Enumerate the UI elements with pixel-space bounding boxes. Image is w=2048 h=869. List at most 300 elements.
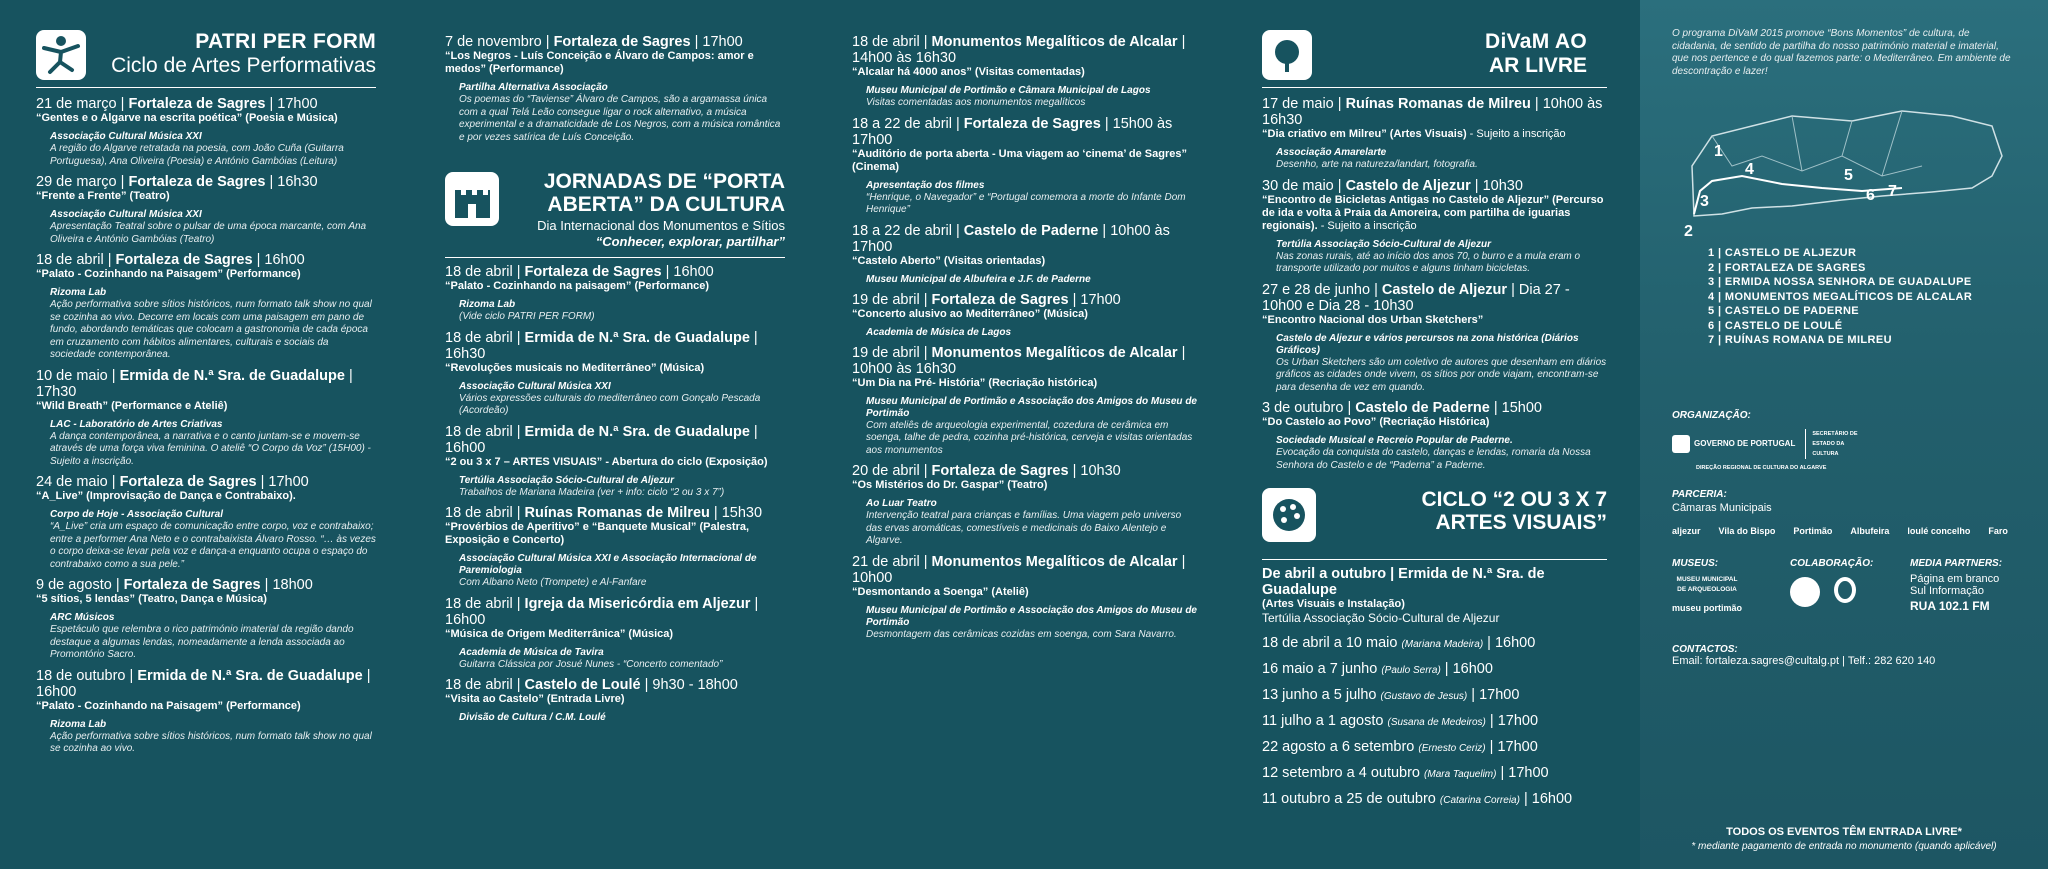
- event-type: (Poesia e Música): [245, 112, 338, 124]
- event-item: [1262, 400, 1607, 472]
- event-time: 14h00 às 16h30: [852, 50, 957, 66]
- event-item: [445, 34, 785, 144]
- event-heading: 18 a 22 de abril | Castelo de Paderne | 10h00 às 17h00: [852, 222, 1170, 255]
- schedule-row: 16 maio a 7 junho (Paulo Serra) | 16h00: [1262, 661, 1493, 677]
- colaboracao-label: COLABORAÇÃO:: [1790, 557, 1874, 569]
- event-heading: 19 de abril | Monumentos Megalíticos de Alcalar | 10h00 às 16h30: [852, 344, 1186, 377]
- event-item: [1262, 178, 1607, 276]
- event-heading: 29 de março | Fortaleza de Sagres | 16h30: [36, 174, 318, 190]
- event-description: Nas zonas rurais, até ao início dos anos 70, o burro e a mula eram o transporte utilizado por muitos e alguns tinham bicicletas.: [1276, 250, 1581, 274]
- event-description: A dança contemporânea, a narrativa e o canto juntam-se e movem-se através de uma força viva feminina. O ateliê “O Corpo da Voz” (15H00) - Sujeito a inscrição.: [50, 430, 371, 467]
- event-place: Castelo de Loulé: [524, 677, 641, 693]
- contact-text: Email: fortaleza.sagres@cultalg.pt | Telf.: 282 620 140: [1672, 654, 1936, 667]
- event-date: 9 de agosto: [36, 577, 112, 593]
- event-place: Ruínas Romanas de Milreu: [1345, 96, 1531, 112]
- event-organizer: Museu Municipal de Portimão e Câmara Municipal de Lagos: [866, 85, 1151, 96]
- event-title-text: “Os Mistérios do Dr. Gaspar”: [852, 479, 1005, 491]
- event-time: 10h00 às 17h00: [852, 222, 1170, 255]
- event-time: 10h00 às 16h30: [852, 360, 957, 377]
- event-heading: 18 de abril | Igreja da Misericórdia em Aljezur | 16h00: [445, 595, 759, 628]
- event-title: [36, 112, 376, 125]
- event-type: (Palestra, Exposição e Concerto): [445, 521, 750, 546]
- event-place: Fortaleza de Sagres: [128, 174, 266, 190]
- event-item: [36, 368, 376, 469]
- footer-note: * mediante pagamento de entrada no monumento (quando aplicável): [1691, 841, 1997, 852]
- event-title-text: “Alcalar há 4000 anos”: [852, 66, 972, 78]
- event-type: (Percurso de ida e volta à Praia da Amoreira, com partilha de iguarias regionais).: [1262, 193, 1604, 232]
- event-title: [445, 693, 785, 706]
- media-label: MEDIA PARTNERS:: [1910, 557, 2003, 569]
- event-title-text: “Palato - Cozinhando na Paisagem”: [36, 699, 224, 712]
- colab-logo-2: [1834, 577, 1856, 603]
- map-marker: 5: [1844, 167, 1853, 184]
- event-item: [36, 474, 376, 571]
- footer-free-entry: TODOS OS EVENTOS TÊM ENTRADA LIVRE*: [1726, 826, 1962, 838]
- section-subtitle: AR LIVRE: [1488, 54, 1587, 77]
- event-time: 17h30: [36, 383, 77, 400]
- event-heading: 19 de abril | Fortaleza de Sagres | 17h00: [852, 291, 1121, 308]
- event-date: 18 de abril: [445, 423, 513, 440]
- event-title-text: “Desmontando a Soenga”: [852, 585, 989, 598]
- event-place: Fortaleza de Sagres: [931, 291, 1069, 308]
- event-organizer: Academia de Música de Lagos: [866, 326, 1012, 338]
- event-organizer: Associação Cultural Música XXI: [50, 131, 202, 142]
- event-heading: 27 e 28 de junho | Castelo de Aljezur | Dia 27 - 10h00 e Dia 28 - 10h30: [1262, 281, 1570, 314]
- event-description: Desmontagem das cerâmicas cozidas em soenga, com Sara Navarro.: [866, 628, 1177, 640]
- event-title-text: “Encontro Nacional dos Urban Sketchers”: [1262, 313, 1484, 326]
- event-organizer: Academia de Música de Tavira: [459, 646, 604, 658]
- legend-item: 2 | FORTALEZA DE SAGRES: [1708, 261, 1866, 274]
- event-time: 9h30 - 18h00: [652, 677, 738, 693]
- museus-label: MUSEUS:: [1672, 557, 1719, 569]
- event-description: Intervenção teatral para crianças e famílias. Uma viagem pelo universo das ervas aromáticas, comestíveis e medicinais do Baixo Alentejo e Algarve.: [866, 510, 1182, 546]
- section-title: JORNADAS DE “PORTA ABERTA” DA CULTURA: [543, 170, 785, 216]
- event-type: (Performance e Ateliê): [111, 399, 228, 412]
- event-type: (Artes Visuais): [1389, 128, 1467, 140]
- column-info: [1640, 0, 2048, 869]
- event-time: Dia 27 - 10h00 e Dia 28 - 10h30: [1262, 281, 1570, 314]
- event-type: (Performance): [226, 268, 301, 280]
- event-description: “Henrique, o Navegador” e “Portugal comemora a morte do Infante Dom Henrique”: [866, 191, 1186, 215]
- event-organizer: Rizoma Lab: [50, 718, 107, 730]
- event-description: Os Urban Sketchers são um coletivo de autores que desenham em diários gráficos as cidades onde vivem, os sítios por onde viajam, encontram-se para desenha de vez em quando.: [1276, 356, 1607, 393]
- event-organizer: Corpo de Hoje - Associação Cultural: [50, 509, 223, 520]
- event-place: Castelo de Aljezur: [1345, 177, 1471, 194]
- event-title: [1262, 194, 1607, 233]
- schedule-row: 22 agosto a 6 setembro (Ernesto Ceriz) | 17h00: [1262, 739, 1538, 755]
- event-date: 7 de novembro: [445, 34, 542, 50]
- event-type: (Entrada Livre): [546, 693, 625, 705]
- event-date: 24 de maio: [36, 474, 108, 490]
- event-place: Monumentos Megalíticos de Alcalar: [931, 553, 1178, 570]
- partner-logo: aljezur: [1672, 525, 1701, 536]
- event-heading: 10 de maio | Ermida de N.ª Sra. de Guadalupe | 17h30: [36, 367, 353, 400]
- event-heading: 3 de outubro | Castelo de Paderne | 15h00: [1262, 400, 1542, 416]
- section-subtitle: Ciclo de Artes Performativas: [111, 54, 376, 77]
- partner-logo: Albufeira: [1850, 525, 1890, 536]
- event-title: [852, 255, 1197, 268]
- event-time: 15h00: [1501, 400, 1542, 416]
- event-time: 16h00: [264, 252, 305, 268]
- event-item: [445, 505, 785, 590]
- direcao-logo: DIREÇÃO REGIONAL DE CULTURA DO ALGARVE: [1696, 464, 1827, 471]
- ciclo-org: Tertúlia Associação Sócio-Cultural de Aljezur: [1262, 611, 1500, 625]
- map-marker: 2: [1684, 223, 1693, 240]
- event-organizer: Rizoma Lab: [459, 299, 516, 310]
- event-description: Visitas comentadas aos monumentos megalíticos: [866, 97, 1086, 108]
- event-organizer: Associação Amarelarte: [1276, 147, 1387, 158]
- event-date: 18 de abril: [445, 264, 513, 280]
- event-description: Ação performativa sobre sítios históricos, num formato talk show no qual se cozinha ao vivo. Decorre em locais com uma paisagem em pano de fundo, abordando temáticas que colocam a gastronomia de cada época em cruzamento com hábitos alimentares, culturais e sociais da sociedade contemporânea.: [50, 299, 372, 360]
- event-heading: 18 de abril | Ruínas Romanas de Milreu | 15h30: [445, 505, 763, 521]
- section-title: PATRI PER FORM: [195, 30, 376, 53]
- event-title: [445, 362, 785, 375]
- event-organizer: Partilha Alternativa Associação: [459, 82, 608, 93]
- event-type: (Visitas orientadas): [943, 254, 1046, 267]
- event-date: 21 de abril: [852, 553, 920, 570]
- secretario-logo: SECRETÁRIO DE ESTADO DA CULTURA: [1805, 429, 1865, 459]
- event-organizer: Museu Municipal de Portimão e Associação dos Amigos do Museu de Portimão: [866, 395, 1197, 419]
- media-text-1: Página em branco: [1910, 572, 2000, 585]
- event-heading: 18 a 22 de abril | Fortaleza de Sagres | 15h00 às 17h00: [852, 115, 1173, 148]
- event-note: - Sujeito a inscrição: [1469, 128, 1566, 140]
- event-title: [36, 190, 376, 203]
- column-patri-per-form: [36, 28, 376, 869]
- event-title-text: “Um Dia na Pré- História”: [852, 376, 986, 389]
- event-type: (Cinema): [852, 160, 900, 173]
- schedule-range: 11 outubro a 25 de outubro: [1262, 791, 1436, 807]
- schedule-artist: (Mariana Madeira): [1401, 639, 1484, 650]
- partner-logos: [1672, 526, 2016, 536]
- event-description: Espetáculo que relembra o rico património imaterial da região dando destaque a algumas lendas, nomeadamente a lenda associada ao Promontório Sacro.: [50, 624, 354, 660]
- map-marker: 4: [1745, 161, 1754, 178]
- event-item: [36, 577, 376, 662]
- event-organizer: LAC - Laboratório de Artes Criativas: [50, 418, 223, 430]
- event-place: Fortaleza de Sagres: [963, 115, 1101, 132]
- contact-label: CONTACTOS:: [1672, 643, 1738, 655]
- event-organizer: Castelo de Aljezur e vários percursos na zona histórica (Diários Gráficos): [1276, 332, 1579, 356]
- event-title-text: “Concerto alusivo ao Mediterrâneo”: [852, 307, 1041, 320]
- event-place: Fortaleza de Sagres: [524, 264, 662, 280]
- event-description: Com ateliês de arqueologia experimental, cozedura de cerâmica em soenga, talhe de pedra, cozinha pré-histórica, cerveja e visitas orientadas aos monumentos: [866, 419, 1193, 456]
- event-item: [36, 96, 376, 168]
- event-type: (Performance): [226, 699, 301, 712]
- section-subtitle: Dia Internacional dos Monumentos e Sítios: [537, 218, 785, 233]
- event-type: (Improvisação de Dança e Contrabaixo).: [86, 490, 296, 502]
- column-jornadas-continued: [852, 28, 1197, 869]
- colaboracao-logos: [1790, 577, 1873, 607]
- schedule-artist: (Ernesto Ceriz): [1418, 743, 1486, 754]
- event-title-text: “Castelo Aberto”: [852, 254, 941, 267]
- schedule-artist: (Mara Taquelim): [1424, 769, 1497, 780]
- schedule-row: 13 junho a 5 julho (Gustavo de Jesus) | 17h00: [1262, 687, 1520, 703]
- event-item: [852, 554, 1197, 642]
- event-heading: 18 de abril | Fortaleza de Sagres | 16h00: [445, 264, 714, 280]
- event-title: [445, 628, 785, 641]
- event-description: Evocação da conquista do castelo, danças e lendas, romaria da Nossa Senhora do Castelo e de “Paderna” a Paderne.: [1276, 447, 1591, 471]
- event-type: (Teatro): [1007, 479, 1048, 491]
- event-place: Fortaleza de Sagres: [115, 252, 253, 268]
- schedule-row: 11 julho a 1 agosto (Susana de Medeiros) | 17h00: [1262, 713, 1539, 729]
- event-title-text: “5 sítios, 5 lendas”: [36, 593, 136, 605]
- schedule-range: 11 julho a 1 agosto: [1262, 713, 1384, 729]
- partner-logo: loulé concelho: [1907, 525, 1971, 536]
- event-title: [1262, 314, 1607, 327]
- castle-icon: [445, 172, 499, 226]
- event-organizer: Associação Cultural Música XXI: [459, 380, 611, 392]
- event-item: [445, 330, 785, 418]
- event-heading: 24 de maio | Fortaleza de Sagres | 17h00: [36, 474, 309, 490]
- event-title-text: “Palato - Cozinhando na paisagem”: [445, 280, 632, 292]
- event-type: (Recriação Histórica): [1379, 416, 1490, 428]
- legend-item: 6 | CASTELO DE LOULÉ: [1708, 319, 1843, 332]
- event-type: (Música): [628, 627, 674, 640]
- event-title-text: “2 ou 3 x 7 – ARTES VISUAIS”: [445, 455, 603, 468]
- event-title-text: “Wild Breath”: [36, 399, 109, 412]
- dancer-icon: [36, 30, 86, 80]
- event-date: 18 de abril: [36, 252, 104, 268]
- event-description: “A_Live” cria um espaço de comunicação entre corpo, voz e contrabaixo; entre a performer Ana Neto e o contrabaixista Álvaro Rosso. “… às vezes o corpo deixa-se levar pela voz e dança-a enquanto ocupa o espaço do contrabaixo como a sua pele.”: [50, 521, 376, 570]
- event-organizer: Associação Cultural Música XXI: [50, 209, 202, 220]
- event-time: 10h30: [1080, 463, 1121, 479]
- event-place: Monumentos Megalíticos de Alcalar: [931, 34, 1178, 50]
- event-title-text: “Frente a Frente”: [36, 190, 127, 202]
- event-title: [445, 280, 785, 293]
- event-type: (Performance): [634, 280, 710, 292]
- schedule-range: 16 maio a 7 junho: [1262, 661, 1378, 677]
- schedule-artist: (Paulo Serra): [1381, 665, 1441, 676]
- event-heading: 18 de abril | Monumentos Megalíticos de Alcalar | 14h00 às 16h30: [852, 34, 1186, 66]
- event-type: (Música): [1043, 307, 1088, 320]
- section-header: [1262, 482, 1607, 560]
- event-place: Fortaleza de Sagres: [553, 34, 691, 50]
- event-date: 19 de abril: [852, 344, 920, 361]
- event-item: [445, 596, 785, 672]
- governo-logo: GOVERNO DE PORTUGAL: [1672, 435, 1795, 453]
- event-title-text: “Visita ao Castelo”: [445, 693, 544, 705]
- event-item: [445, 677, 785, 724]
- event-date: 19 de abril: [852, 291, 920, 308]
- event-date: 30 de maio: [1262, 177, 1334, 194]
- event-place: Fortaleza de Sagres: [119, 474, 257, 490]
- event-date: 20 de abril: [852, 463, 920, 479]
- event-organizer: Associação Cultural Música XXI e Associação Internacional de Paremiologia: [459, 553, 757, 576]
- map-marker: 3: [1700, 193, 1709, 210]
- event-title: [852, 308, 1197, 321]
- ciclo-type: (Artes Visuais e Instalação): [1262, 598, 1405, 610]
- map-marker: 1: [1714, 143, 1723, 160]
- section-title: CICLO “2 OU 3 X 7 ARTES VISUAIS”: [1421, 488, 1607, 534]
- event-organizer: Rizoma Lab: [50, 287, 107, 298]
- event-title: [36, 400, 376, 413]
- section-header: [36, 28, 376, 88]
- event-title-text: “Do Castelo ao Povo”: [1262, 416, 1377, 428]
- schedule-row: 18 de abril a 10 maio (Mariana Madeira) | 16h00: [1262, 635, 1536, 651]
- parceria-text: Câmaras Municipais: [1672, 501, 1772, 514]
- map-legend: [1708, 246, 2016, 348]
- event-description: A região do Algarve retratada na poesia, com João Cuña (Guitarra Portuguesa), Ana Oliveira (Poesia) e António Gambóias (Leitura): [50, 143, 344, 167]
- partner-logo: Faro: [1988, 525, 2008, 536]
- event-time: 10h30: [1482, 177, 1523, 194]
- event-date: 10 de maio: [36, 367, 108, 384]
- event-description: Os poemas do “Taviense” Álvaro de Campos, são a argamassa única com a qual Telá Leão consegue ligar o rock alternativo, a música experimental e a dramaticidade de Los Negros, com a música romântica e por vezes satírica de Luís Conceição.: [459, 94, 781, 143]
- event-heading: 7 de novembro | Fortaleza de Sagres | 17h00: [445, 34, 743, 50]
- event-date: 18 de abril: [445, 677, 513, 693]
- event-description: Apresentação Teatral sobre o pulsar de uma época marcante, com Ana Oliveira e António Gambóias (Teatro): [50, 221, 367, 245]
- map-marker: 6: [1866, 187, 1875, 204]
- event-place: Castelo de Paderne: [963, 222, 1099, 239]
- schedule-range: 12 setembro a 4 outubro: [1262, 765, 1420, 781]
- event-organizer: Museu Municipal de Portimão e Associação dos Amigos do Museu de Portimão: [866, 604, 1197, 628]
- event-date: 27 e 28 de junho: [1262, 281, 1371, 298]
- parceria-label: PARCERIA:: [1672, 488, 1727, 500]
- event-title-text: “Encontro de Bicicletas Antigas no Castelo de Aljezur”: [1262, 193, 1550, 206]
- event-time: 17h00: [268, 474, 309, 490]
- event-title: [36, 490, 376, 503]
- event-title: [852, 66, 1197, 79]
- event-heading: 18 de abril | Fortaleza de Sagres | 16h00: [36, 252, 305, 268]
- event-date: 18 de abril: [852, 34, 920, 50]
- colab-logo-1: [1790, 577, 1820, 607]
- legend-item: 1 | CASTELO DE ALJEZUR: [1708, 247, 1857, 259]
- event-title: [36, 593, 376, 606]
- event-item: [445, 34, 785, 144]
- event-item: [36, 252, 376, 362]
- event-title: [36, 700, 376, 713]
- event-place: Fortaleza de Sagres: [128, 96, 266, 112]
- event-place: Monumentos Megalíticos de Alcalar: [931, 344, 1178, 361]
- event-item: [852, 463, 1197, 548]
- event-type: (Performance): [489, 63, 564, 75]
- event-date: 18 de abril: [445, 595, 513, 612]
- event-title: [1262, 128, 1607, 141]
- event-place: Fortaleza de Sagres: [931, 463, 1069, 479]
- schedule-time: 16h00: [1452, 661, 1493, 677]
- map-marker: 7: [1888, 183, 1897, 200]
- schedule-time: 17h00: [1479, 687, 1520, 703]
- event-heading: 20 de abril | Fortaleza de Sagres | 10h30: [852, 463, 1121, 479]
- schedule-artist: (Catarina Correia): [1439, 795, 1520, 806]
- event-title: [445, 521, 785, 547]
- event-place: Castelo de Paderne: [1355, 400, 1490, 416]
- event-description: Guitarra Clássica por Josué Nunes - “Concerto comentado”: [459, 658, 723, 670]
- media-text-2: Sul Informação: [1910, 584, 1984, 597]
- event-time: 17h00: [1080, 291, 1121, 308]
- event-organizer: Ao Luar Teatro: [866, 498, 937, 509]
- intro-text: O programa DiVaM 2015 promove “Bons Momentos” de cultura, de cidadania, de sentido de partilha do nosso património material e imaterial, que nos pertence e do qual fazemos parte: o Mediterrâneo. Em ambiente de descontração e lazer!: [1672, 28, 2011, 77]
- event-heading: 30 de maio | Castelo de Aljezur | 10h30: [1262, 177, 1523, 194]
- event-heading: 18 de abril | Ermida de N.ª Sra. de Guadalupe | 16h30: [445, 329, 758, 362]
- event-heading: 9 de agosto | Fortaleza de Sagres | 18h00: [36, 577, 313, 593]
- event-place: Fortaleza de Sagres: [123, 577, 261, 593]
- ciclo-head: De abril a outubro | Ermida de N.ª Sra. de Guadalupe: [1262, 566, 1545, 598]
- event-organizer: Apresentação dos filmes: [866, 179, 985, 191]
- schedule-time: 16h00: [1494, 635, 1536, 651]
- event-place: Ruínas Romanas de Milreu: [524, 505, 710, 521]
- event-title: [445, 456, 785, 469]
- event-heading: 21 de março | Fortaleza de Sagres | 17h00: [36, 96, 318, 112]
- event-time: 18h00: [272, 577, 313, 593]
- event-type: (Teatro): [129, 190, 170, 202]
- event-organizer: Tertúlia Associação Sócio-Cultural de Aljezur: [459, 474, 675, 486]
- event-title: [852, 586, 1197, 599]
- schedule-artist: (Gustavo de Jesus): [1380, 691, 1468, 702]
- event-heading: 18 de abril | Ermida de N.ª Sra. de Guadalupe | 16h00: [445, 423, 758, 456]
- event-heading: 17 de maio | Ruínas Romanas de Milreu | 10h00 às 16h30: [1262, 96, 1603, 128]
- event-item: [852, 223, 1197, 286]
- event-date: 3 de outubro: [1262, 400, 1344, 416]
- event-description: (Vide ciclo PATRI PER FORM): [459, 311, 595, 322]
- event-type: - Abertura do ciclo (Exposição): [605, 455, 768, 468]
- event-time: 17h00: [277, 96, 318, 112]
- event-title-text: “Palato - Cozinhando na Paisagem”: [36, 268, 224, 280]
- column-divam: [1262, 28, 1607, 869]
- legend-item: 5 | CASTELO DE PADERNE: [1708, 305, 1860, 317]
- schedule-row: 11 outubro a 25 de outubro (Catarina Correia) | 16h00: [1262, 791, 1573, 807]
- event-organizer: Sociedade Musical e Recreio Popular de Paderne.: [1276, 435, 1513, 446]
- event-title-text: “Los Negros - Luís Conceição e Álvaro de Campos: amor e medos”: [445, 50, 754, 75]
- event-title: [852, 148, 1197, 174]
- credits-row: [1672, 558, 2016, 628]
- event-organizer: ARC Músicos: [50, 612, 115, 623]
- schedule-row: 12 setembro a 4 outubro (Mara Taquelim) | 17h00: [1262, 765, 1549, 781]
- event-date: 18 de abril: [445, 505, 513, 521]
- event-title: [852, 377, 1197, 390]
- event-description: Trabalhos de Mariana Madeira (ver + info: ciclo “2 ou 3 x 7”): [459, 486, 725, 498]
- event-item: [852, 116, 1197, 217]
- event-title: [852, 479, 1197, 492]
- event-heading: 21 de abril | Monumentos Megalíticos de Alcalar | 10h00: [852, 553, 1186, 586]
- algarve-map: [1672, 96, 2016, 246]
- tree-icon: [1262, 30, 1312, 80]
- ciclo-schedule: [1262, 631, 1607, 813]
- event-type: (Teatro, Dança e Música): [138, 593, 267, 605]
- event-note: - Sujeito a inscrição: [1320, 219, 1417, 232]
- event-title-text: “Dia criativo em Milreu”: [1262, 128, 1387, 140]
- schedule-range: 18 de abril a 10 maio: [1262, 635, 1398, 651]
- schedule-time: 16h00: [1531, 791, 1573, 807]
- schedule-time: 17h00: [1497, 713, 1539, 729]
- event-item: [1262, 96, 1607, 172]
- event-time: 15h30: [721, 505, 763, 521]
- event-description: Desenho, arte na natureza/landart, fotografia.: [1276, 159, 1478, 170]
- partner-logo: Portimão: [1793, 525, 1833, 536]
- event-time: 16h00: [673, 264, 714, 280]
- rua-fm-logo: RUA 102.1 FM: [1910, 598, 1990, 613]
- section-title: DiVaM AO: [1485, 30, 1587, 53]
- event-title-text: “Revoluções musicais no Mediterrâneo”: [445, 361, 657, 374]
- event-title-text: “A_Live”: [36, 490, 84, 502]
- event-description: Vários expressões culturais do mediterrâneo com Gonçalo Pescada (Acordeão): [459, 392, 761, 416]
- event-item: [36, 174, 376, 246]
- event-description: Com Albano Neto (Trompete) e Al-Fanfare: [459, 577, 647, 588]
- schedule-artist: (Susana de Medeiros): [1387, 717, 1486, 728]
- event-time: 15h00 às 17h00: [852, 115, 1173, 148]
- event-time: 16h00: [445, 439, 486, 456]
- event-date: 18 a 22 de abril: [852, 115, 952, 132]
- event-heading: 18 de abril | Castelo de Loulé | 9h30 - 18h00: [445, 677, 738, 693]
- event-place: Ermida de N.ª Sra. de Guadalupe: [524, 423, 750, 440]
- event-item: [445, 264, 785, 324]
- legend-item: 7 | RUÍNAS ROMANA DE MILREU: [1708, 334, 1892, 346]
- museu-arqueologia-logo: MUSEU MUNICIPAL DE ARQUEOLOGIA: [1676, 575, 1738, 593]
- event-title: [445, 50, 785, 76]
- event-date: 29 de março: [36, 174, 117, 190]
- event-item: [36, 668, 376, 756]
- event-item: [1262, 282, 1607, 395]
- event-place: Ermida de N.ª Sra. de Guadalupe: [119, 367, 345, 384]
- event-title: [1262, 416, 1607, 429]
